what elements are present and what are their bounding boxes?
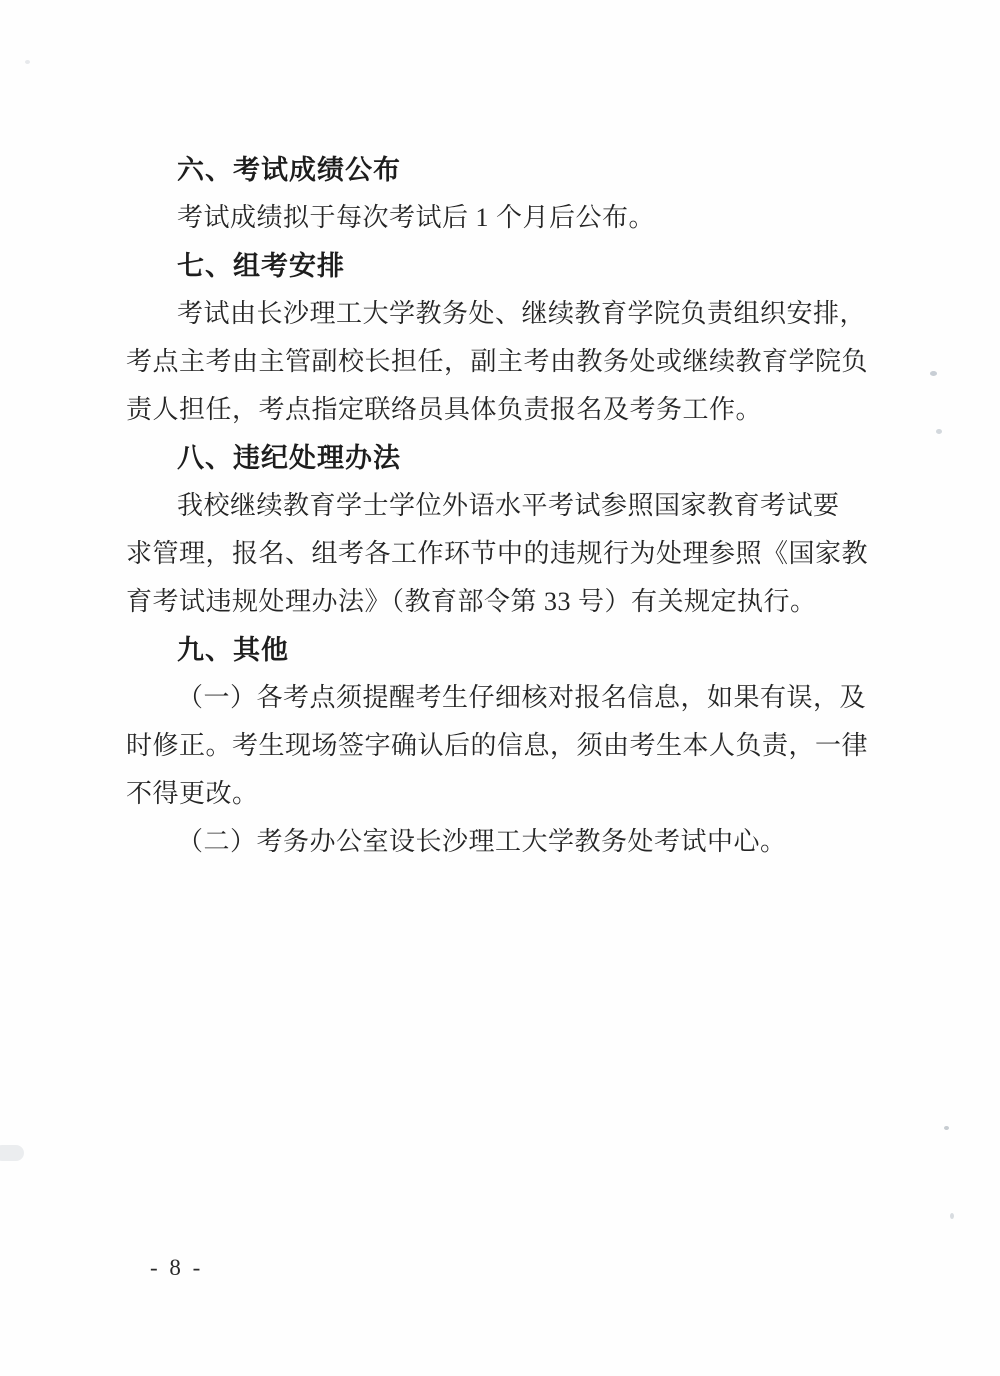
page-number: - 8 - [150, 1255, 204, 1280]
text-line: 求管理，报名、组考各工作环节中的违规行为处理参照《国家教 [126, 539, 869, 568]
document-body [126, 146, 869, 866]
scan-speck [944, 1126, 949, 1130]
text-line: 考试成绩拟于每次考试后 1 个月后公布。 [177, 203, 656, 232]
section-heading-8: 八、违纪处理办法 [177, 443, 401, 473]
scan-speck [930, 371, 937, 376]
text-line: 责人担任，考点指定联络员具体负责报名及考务工作。 [126, 395, 763, 424]
text-line: 我校继续教育学士学位外语水平考试参照国家教育考试要 [177, 491, 840, 520]
text-line: 育考试违规处理办法》（教育部令第 33 号）有关规定执行。 [126, 587, 817, 616]
scan-speck [25, 60, 30, 64]
text-line: 考点主考由主管副校长担任，副主考由教务处或继续教育学院负 [126, 347, 869, 376]
scan-speck [950, 1213, 954, 1219]
scan-smudge [0, 1145, 24, 1161]
section-heading-6: 六、考试成绩公布 [177, 155, 401, 185]
text-line: 不得更改。 [126, 779, 259, 808]
section-heading-9: 九、其他 [177, 635, 289, 665]
text-line: （一）各考点须提醒考生仔细核对报名信息，如果有误，及 [177, 683, 867, 712]
scan-speck [936, 429, 942, 434]
text-line: （二）考务办公室设长沙理工大学教务处考试中心。 [177, 827, 787, 856]
text-line: 时修正。考生现场签字确认后的信息，须由考生本人负责，一律 [126, 731, 869, 760]
section-heading-7: 七、组考安排 [177, 251, 345, 281]
text-line: 考试由长沙理工大学教务处、继续教育学院负责组织安排， [177, 299, 867, 328]
